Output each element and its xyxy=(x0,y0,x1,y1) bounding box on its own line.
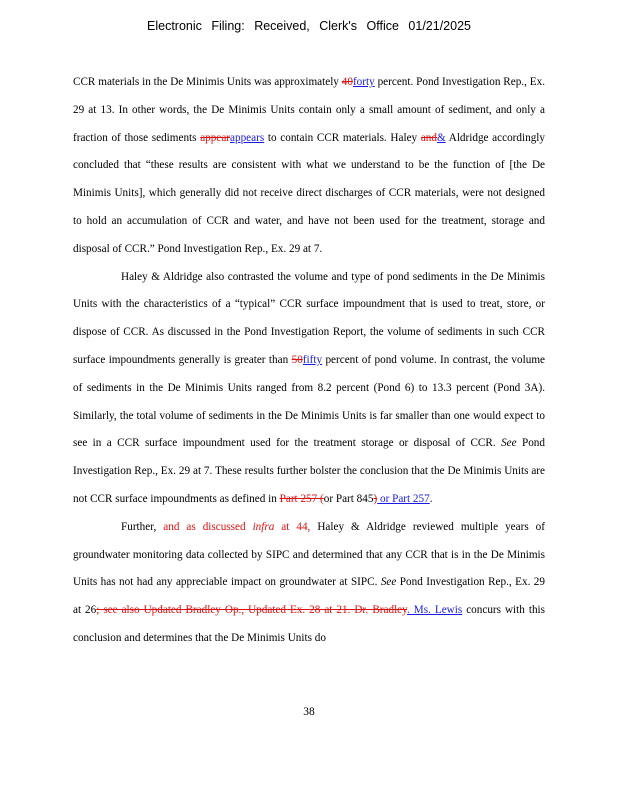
inserted-text: forty xyxy=(352,76,375,88)
deleted-text: 50 xyxy=(291,353,303,366)
deleted-text: 40 xyxy=(341,76,353,88)
signal-see: See xyxy=(380,576,397,589)
inserted-text: . Ms. Lewis xyxy=(407,604,463,617)
text-run: CCR materials in the De Minimis Units was approximately xyxy=(73,76,342,88)
text-run: Haley & Aldridge also contrasted the volume and type of pond sediments in the De Minimis Units with the characteristics of a “typical” CCR surface impoundment that is used to treat, store, or dispose of CCR. As discussed in the Pond Investigation Report, the volume of sediments in such CCR surface impoundments generally is greater than xyxy=(73,270,545,366)
paragraph-1 xyxy=(73,69,545,264)
deleted-text: ) xyxy=(373,492,378,505)
signal-infra: infra xyxy=(252,520,275,533)
deleted-text: Part 257 ( xyxy=(279,492,324,505)
filing-stamp-header: Electronic Filing: Received, Clerk's Office 01/21/2025 xyxy=(147,19,471,33)
inserted-text: or Part 257 xyxy=(377,492,430,505)
paragraph-3 xyxy=(73,514,545,653)
text-run: percent of pond volume. In contrast, the volume of sediments in the De Minimis Units ranged from 8.2 percent (Pond 6) to 13.3 percent (Pond 3A). Similarly, the total volume of sediments in the De Minimis Units is far smaller than one would expect to see in a CCR surface impoundment used for the treatment storage or disposal of CCR. xyxy=(73,353,545,450)
page-number: 38 xyxy=(303,706,315,718)
text-run: or Part 845 xyxy=(323,492,374,505)
text-run: concurs with this conclusion and determines that the De Minimis Units do xyxy=(73,604,545,644)
inserted-text: fifty xyxy=(302,353,323,366)
signal-see: See xyxy=(501,437,517,450)
inserted-text: & xyxy=(436,131,446,144)
text-run: Haley & Aldridge reviewed multiple years of groundwater monitoring data collected by SIPC and determined that any CCR that is in the De Minimis Units has not had any appreciable impact on groundwater at SIPC. xyxy=(73,520,545,589)
deleted-text: ; see also Updated Bradley Op., Updated Ex. 28 at 21. Dr. Bradley xyxy=(96,604,408,617)
text-run: percent. Pond Investigation Rep., Ex. 29 at 13. In other words, the De Minimis Units contain only a small amount of sediment, and only a fraction of those sediments xyxy=(73,76,545,144)
text-run: Further, xyxy=(121,520,164,533)
deleted-text: and xyxy=(420,131,437,144)
text-run: Pond Investigation Rep., Ex. 29 at 7. These results further bolster the conclusion that the De Minimis Units are not CCR surface impoundments as defined in xyxy=(73,437,545,505)
text-run: Aldridge accordingly concluded that “these results are consistent with what we understand to be the function of [the De Minimis Units], which generally did not receive direct discharges of CCR materials, were not designed to hold an accumulation of CCR and water, and have not been used for the treatment, storage and disposal of CCR.” Pond Investigation Rep., Ex. 29 at 7. xyxy=(73,131,545,255)
deleted-text: appear xyxy=(200,131,231,144)
document-body xyxy=(73,69,545,653)
text-run: to contain CCR materials. Haley xyxy=(264,131,421,144)
inserted-text-red: at 44, xyxy=(274,520,311,533)
inserted-text-red: and as discussed xyxy=(163,520,253,533)
inserted-text: appears xyxy=(230,131,265,144)
text-run: . xyxy=(429,492,433,505)
text-run: Pond Investigation Rep., Ex. 29 at 26 xyxy=(73,576,545,617)
paragraph-2 xyxy=(73,264,545,514)
